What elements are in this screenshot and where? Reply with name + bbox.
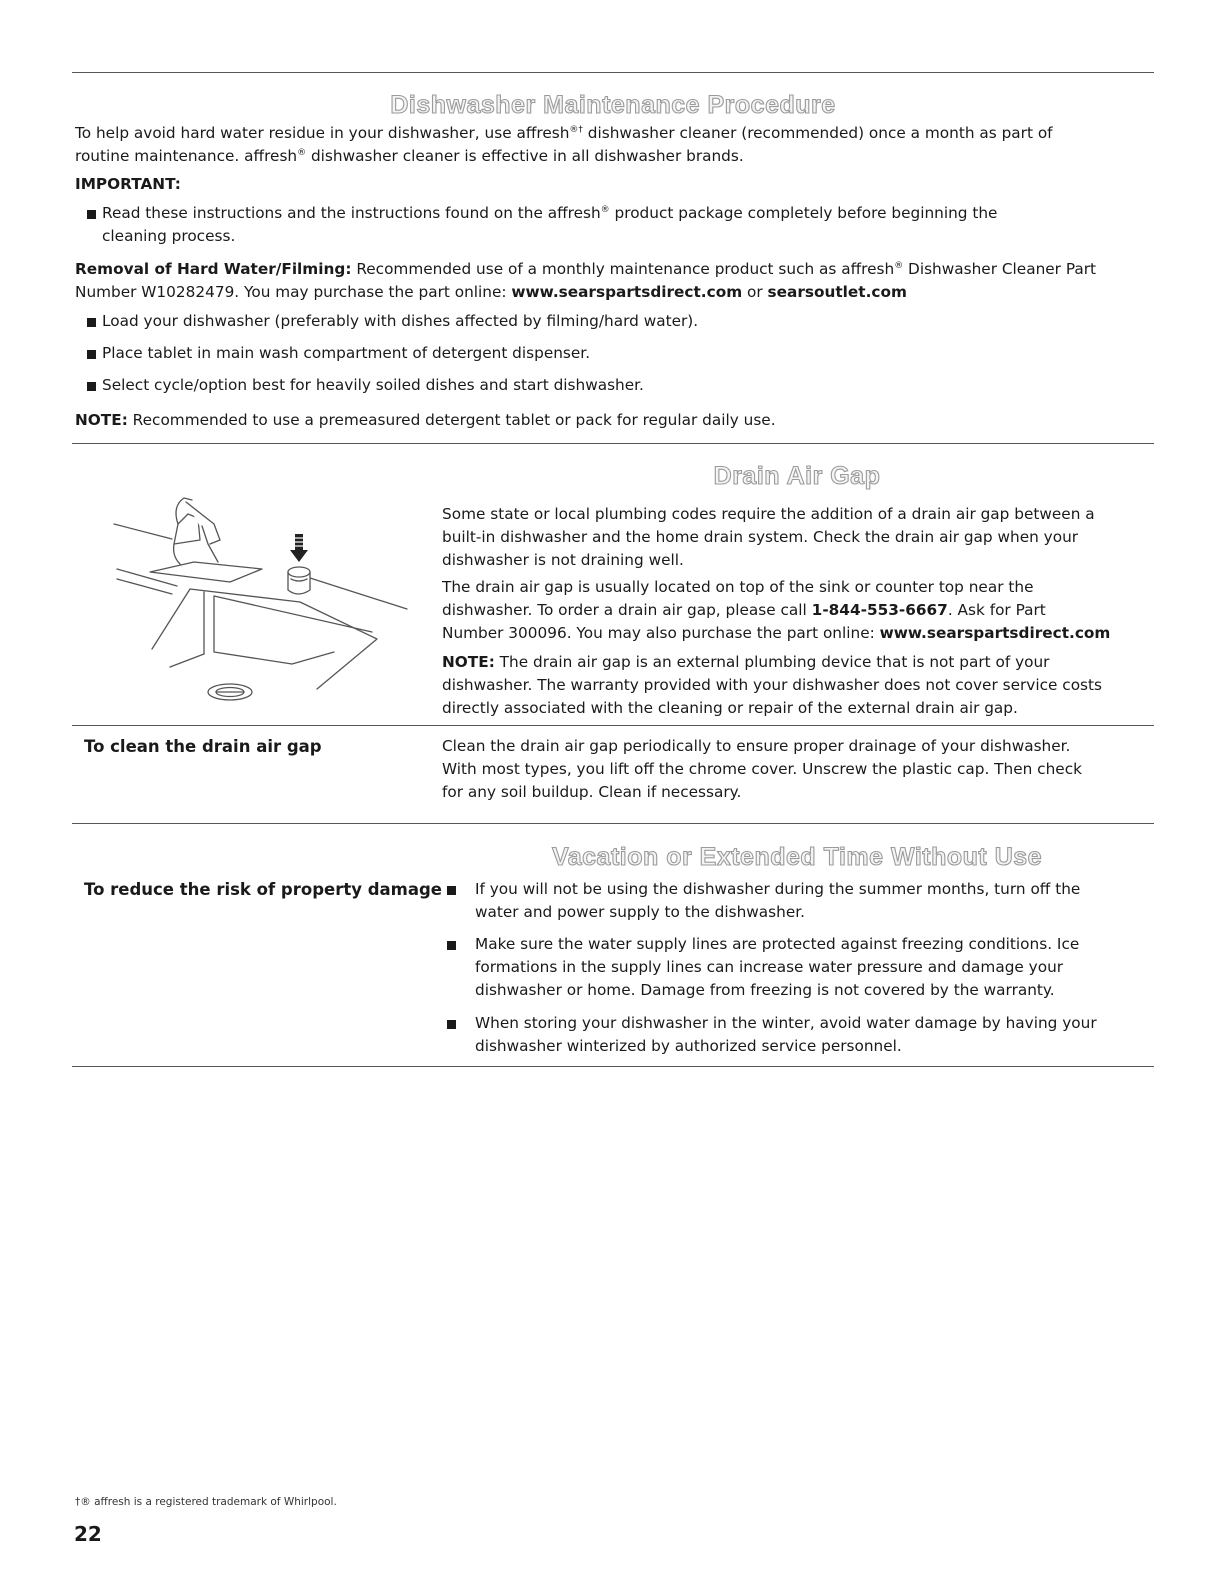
important-bullet: Read these instructions and the instructions found on the affresh® product package completely before beginning the cleaning process. — [87, 202, 1147, 248]
phone-number[interactable]: 1-844-553-6667 — [811, 601, 948, 619]
bullet-square-icon — [447, 941, 456, 950]
bullet-square-icon — [87, 350, 96, 359]
property-damage-heading: To reduce the risk of property damage — [84, 880, 442, 899]
bullet-square-icon — [447, 886, 456, 895]
list-item: When storing your dishwasher in the winter, avoid water damage by having your dishwasher winterized by authorized service personnel. — [447, 1012, 1152, 1058]
sink-air-gap-illustration — [112, 484, 412, 719]
list-item: If you will not be using the dishwasher during the summer months, turn off the water and power supply to the dishwasher. — [447, 878, 1152, 924]
top-rule — [72, 72, 1154, 73]
list-item: Select cycle/option best for heavily soiled dishes and start dishwasher. — [87, 374, 1147, 397]
page-number: 22 — [74, 1522, 102, 1546]
bullet-square-icon — [87, 318, 96, 327]
list-item: Make sure the water supply lines are protected against freezing conditions. Ice formations in the supply lines can increase water pressure and damage your dishwasher or home. Damage from freezing is not covered by the warranty. — [447, 933, 1152, 1002]
list-item: Load your dishwasher (preferably with dishes affected by filming/hard water). — [87, 310, 1147, 333]
maintenance-note: NOTE: Recommended to use a premeasured detergent tablet or pack for regular daily use. — [75, 411, 776, 429]
drain-paragraph-1: Some state or local plumbing codes require the addition of a drain air gap between a built-in dishwasher and the home drain system. Check the drain air gap when your dishwasher is not draining well. — [442, 505, 1095, 569]
important-label: IMPORTANT: — [75, 175, 181, 193]
list-item: Place tablet in main wash compartment of detergent dispenser. — [87, 342, 1147, 365]
vacation-rule — [72, 823, 1154, 824]
drain-note: NOTE: The drain air gap is an external plumbing device that is not part of your dishwasher. The warranty provided with your dishwasher does not cover service costs directly associated with the cleaning or repair of the external drain air gap. — [442, 653, 1102, 717]
vacation-title: Vacation or Extended Time Without Use — [551, 843, 1043, 871]
drain-divider — [72, 725, 1154, 726]
drain-rule — [72, 443, 1154, 444]
bullet-square-icon — [447, 1020, 456, 1029]
bottom-rule — [72, 1066, 1154, 1067]
bullet-square-icon — [87, 210, 96, 219]
clean-drain-heading: To clean the drain air gap — [84, 737, 322, 756]
searsoutlet-link[interactable]: searsoutlet.com — [767, 283, 907, 301]
bullet-square-icon — [87, 382, 96, 391]
searspartsdirect-link[interactable]: www.searspartsdirect.com — [511, 283, 743, 301]
trademark-footnote: †® affresh is a registered trademark of Whirlpool. — [75, 1496, 337, 1508]
drain-title: Drain Air Gap — [713, 462, 881, 490]
removal-paragraph: Removal of Hard Water/Filming: Recommended use of a monthly maintenance product such as affresh® Dishwasher Cleaner Part Number W10282479. You may purchase the part online: www.searspartsdirect.com or searsoutlet.com — [75, 260, 1097, 301]
drain-paragraph-2: The drain air gap is usually located on top of the sink or counter top near the dishwasher. To order a drain air gap, please call 1-844-553-6667. Ask for Part Number 300096. You may also purchase the part online: www.searspartsdirect.com — [442, 578, 1111, 642]
maintenance-title: Dishwasher Maintenance Procedure — [390, 91, 836, 119]
searspartsdirect-link[interactable]: www.searspartsdirect.com — [879, 624, 1111, 642]
clean-drain-text: Clean the drain air gap periodically to ensure proper drainage of your dishwasher. With most types, you lift off the chrome cover. Unscrew the plastic cap. Then check for any soil buildup. Clean if necessary. — [442, 737, 1082, 801]
maintenance-intro: To help avoid hard water residue in your dishwasher, use affresh®† dishwasher cleaner (recommended) once a month as part of routine maintenance. affresh® dishwasher cleaner is effective in all dishwasher brands. — [75, 124, 1053, 165]
